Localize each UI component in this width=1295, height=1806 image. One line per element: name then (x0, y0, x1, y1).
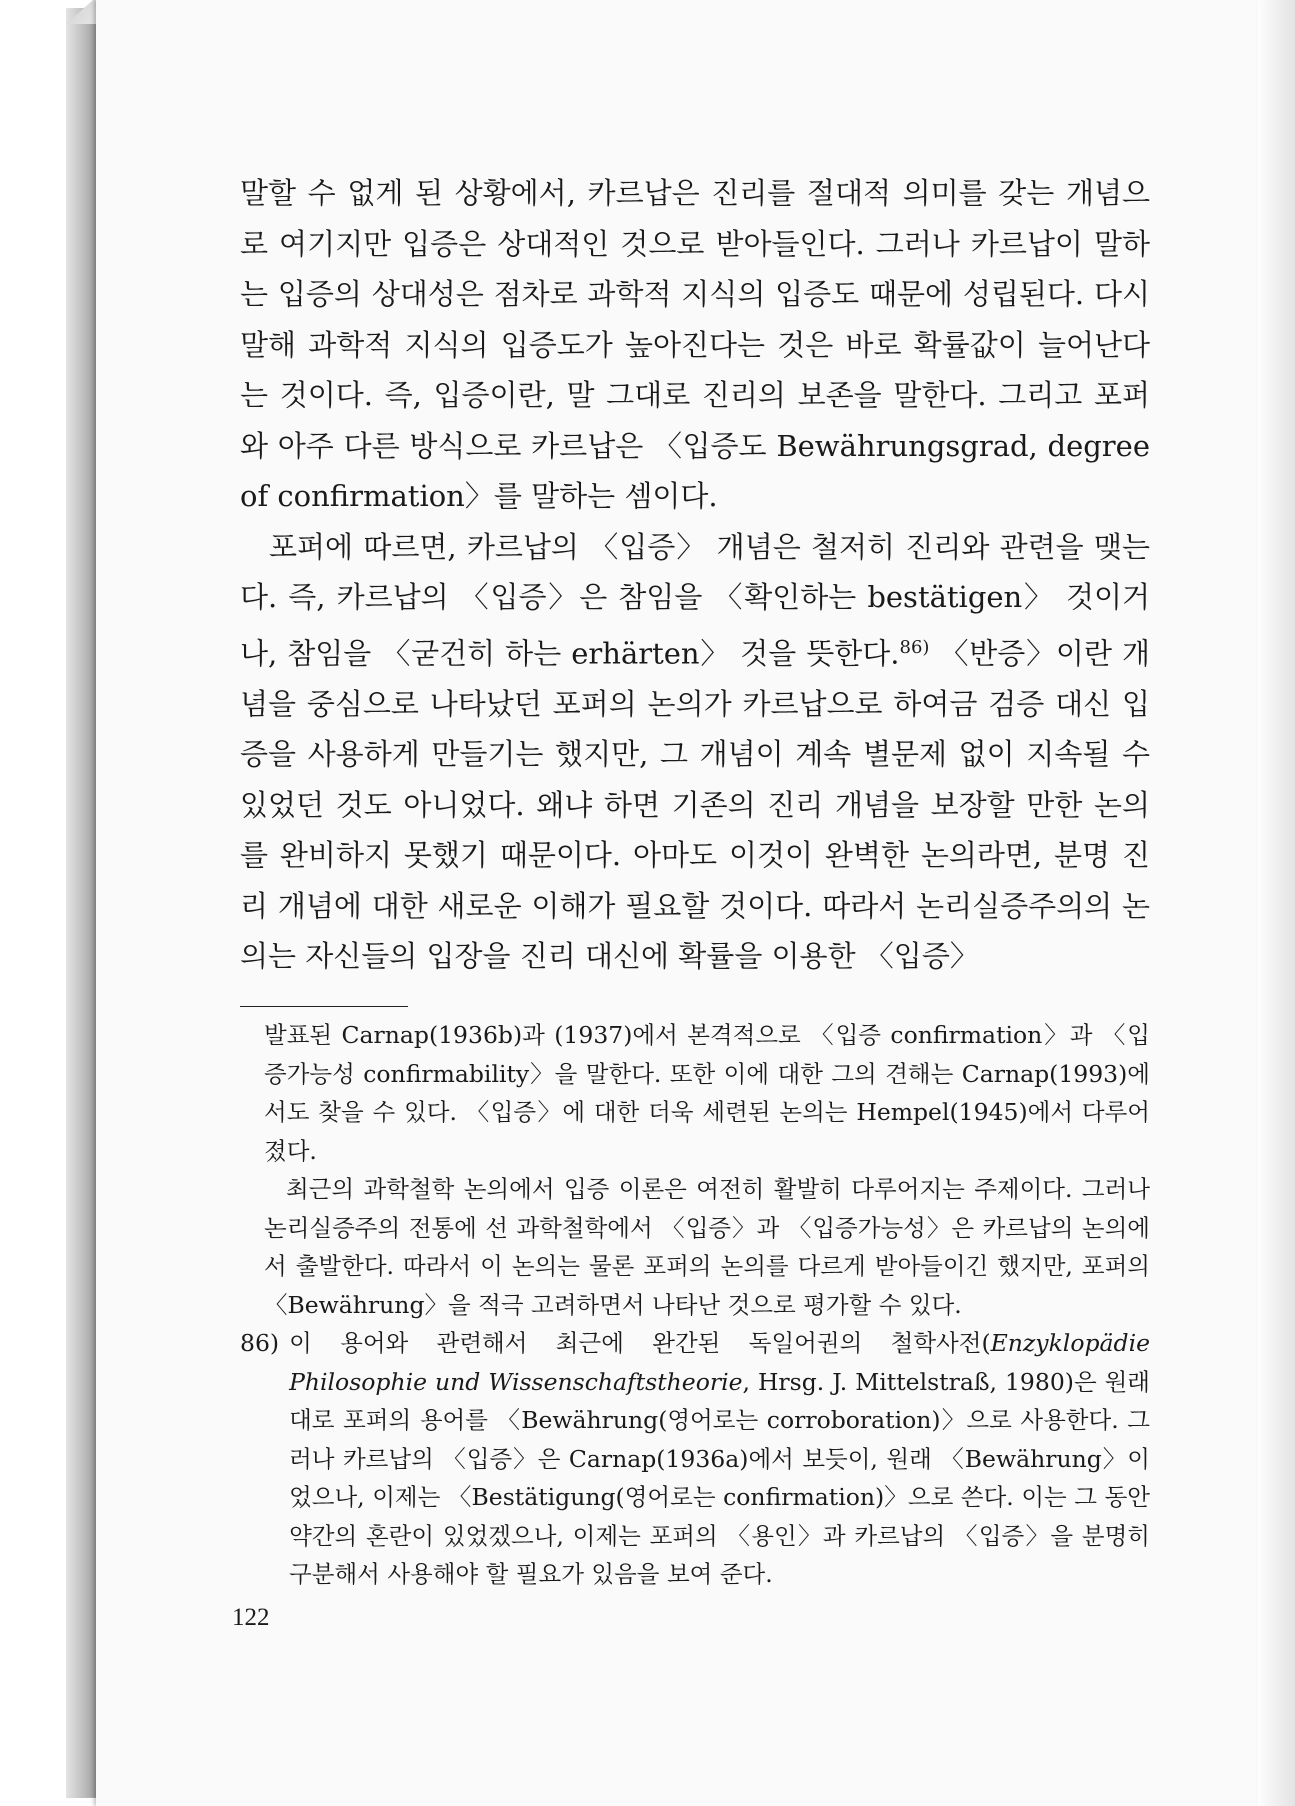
body-text (240, 168, 1150, 982)
page-edge-shadow (1255, 0, 1295, 1806)
paragraph-text: 포퍼에 따르면, 카르납의 〈입증〉 개념은 철저히 진리와 관련을 맺는다. 즉, 카르납의 〈입증〉은 참임을 〈확인하는 bestätigen〉 것이거나, 참임을 〈굳건히 하는 erhärten〉 것을 뜻한다. (240, 529, 1150, 671)
body-paragraph: 말할 수 없게 된 상황에서, 카르납은 진리를 절대적 의미를 갖는 개념으로 여기지만 입증은 상대적인 것으로 받아들인다. 그러나 카르납이 말하는 입증의 상대성은 점차로 과학적 지식의 입증도 때문에 성립된다. 다시 말해 과학적 지식의 입증도가 높아진다는 것은 바로 확률값이 늘어난다는 것이다. 즉, 입증이란, 말 그대로 진리의 보존을 말한다. 그리고 포퍼와 아주 다른 방식으로 카르납은 〈입증도 Bewährungsgrad, degree of confirmation〉를 말하는 셈이다. (240, 176, 1150, 513)
footnote-text-part: 이 용어와 관련해서 최근에 완간된 독일어권의 철학사전( (289, 1329, 991, 1357)
footnote-text-part: , Hrsg. J. Mittelstraß, 1980)은 원래대로 포퍼의 용어를 〈Bewährung(영어로는 corroboration)〉으로 사용한다. 그러나 카르납의 〈입증〉은 Carnap(1936a)에서 보듯이, 원래 〈Bewährung〉이었으나, 이제는 〈Bestätigung(영어로는 confirmation)〉으로 쓴다. 이는 그 동안 약간의 혼란이 있었겠으나, 이제는 포퍼의 〈용인〉과 카르납의 〈입증〉을 분명히 구분해서 사용해야 할 필요가 있음을 보여 준다. (289, 1367, 1150, 1588)
footnotes (240, 1016, 1150, 1594)
footnote-number: 86) (240, 1329, 280, 1357)
body-paragraph (240, 522, 1150, 982)
footnote-86 (240, 1324, 1150, 1594)
footnote-continuation: 발표된 Carnap(1936b)과 (1937)에서 본격적으로 〈입증 confirmation〉과 〈입증가능성 confirmability〉을 말한다. 또한 이에 대한 그의 견해는 Carnap(1993)에서도 찾을 수 있다. 〈입증〉에 대한 더욱 세련된 논의는 Hempel(1945)에서 다루어졌다. (264, 1021, 1150, 1165)
footnote-continuation: 최근의 과학철학 논의에서 입증 이론은 여전히 활발히 다루어지는 주제이다. 그러나 논리실증주의 전통에 선 과학철학에서 〈입증〉과 〈입증가능성〉은 카르납의 논의에서 출발한다. 따라서 이 논의는 물론 포퍼의 논의를 다르게 받아들이긴 했지만, 포퍼의 〈Bewährung〉을 적극 고려하면서 나타난 것으로 평가할 수 있다. (264, 1175, 1150, 1319)
page-number: 122 (232, 1604, 270, 1631)
footnote-separator (240, 1006, 408, 1007)
footnote-reference: 86) (899, 636, 930, 658)
dictionary-title: Enzyklopädie Philosophie und Wissenschaftstheorie (289, 1329, 1150, 1396)
paragraph-text: 〈반증〉이란 개념을 중심으로 나타났던 포퍼의 논의가 카르납으로 하여금 검증 대신 입증을 사용하게 만들기는 했지만, 그 개념이 계속 별문제 없이 지속될 수 있었던 것도 아니었다. 왜냐 하면 기존의 진리 개념을 보장할 만한 논의를 완비하지 못했기 때문이다. 아마도 이것이 완벽한 논의라면, 분명 진리 개념에 대한 새로운 이해가 필요할 것이다. 따라서 논리실증주의의 논의는 자신들의 입장을 진리 대신에 확률을 이용한 〈입증〉 (240, 636, 1150, 974)
footnote-text (289, 1324, 1150, 1594)
book-spine-edge (66, 8, 96, 1798)
